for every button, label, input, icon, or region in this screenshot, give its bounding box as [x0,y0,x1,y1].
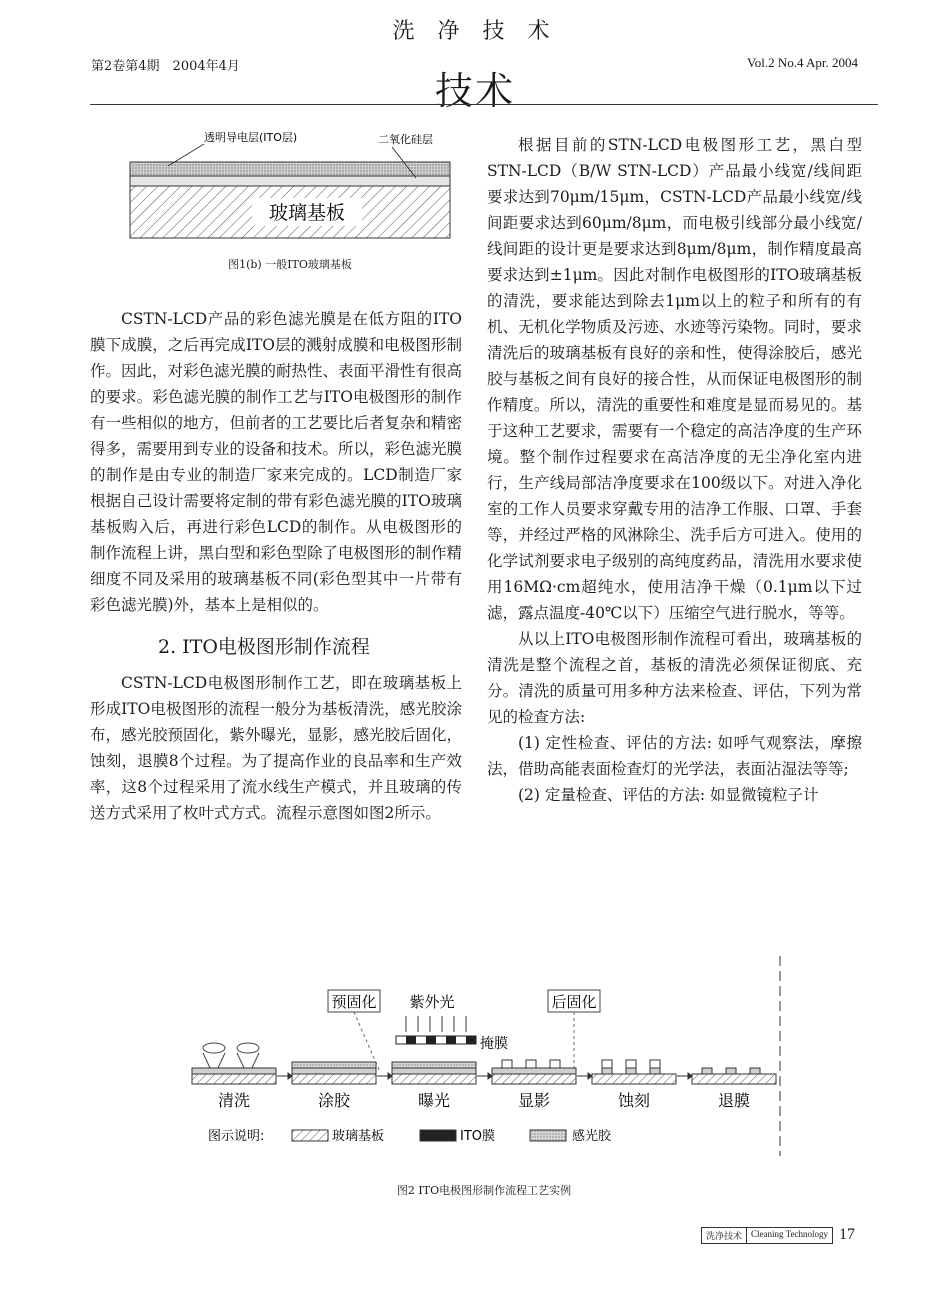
figure1-label-sio2: 二氧化硅层 [378,133,433,146]
right-paragraph-4: (2) 定量检查、评估的方法: 如显微镜粒子计 [518,786,819,804]
right-paragraph-3: (1) 定性检查、评估的方法: 如呼气观察法，摩擦法，借助高能表面检查灯的光学法，表面沾湿法等等; [487,734,862,778]
left-paragraph-2: CSTN-LCD电极图形制作工艺，即在玻璃基板上形成ITO电极图形的流程一般分为基板清洗，感光胶涂布，感光胶预固化，紫外曝光，显影，感光胶后固化，蚀刻，退膜8个过程。为了提高作业的良品率和生产效率，这8个过程采用了流水线生产模式，并且玻璃的传送方式采用了枚叶式方式。流程示意图如图2所示。 [90,674,463,822]
figure1-diagram [120,122,460,247]
legend-swatch-glass [292,1130,328,1141]
step-label-strip: 退膜 [717,1091,751,1110]
figure1-caption: 图1(b) 一般ITO玻璃基板 [228,258,352,271]
figure1-label-glass: 玻璃基板 [268,202,346,224]
right-paragraph-1: 根据目前的STN-LCD电极图形工艺，黑白型STN-LCD（B/W STN-LCD）产品最小线宽/线间距要求达到70μm/15μm，CSTN-LCD产品最小线宽/线间距要求达到60μm/8μm，而电极引线部分最小线宽/线间距的设计更是要求达到8μm/8μm，制作精度最高要求达到±1μm。因此对制作电极图形的ITO玻璃基板的清洗，要求能达到除去1μm以上的粒子和所有的有机、无机化学物质及污迹、水迹等污染物。同时，要求清洗后的玻璃基板有良好的亲和性，使得涂胶后，感光胶与基板之间有良好的接合性，从而保证电极图形的制作精度。所以，清洗的重要性和难度是显而易见的。基于这种工艺要求，需要有一个稳定的高洁净度的生产环境。整个制作过程要求在高洁净度的无尘净化室内进行，生产线局部洁净度要求在100级以下。对进入净化室的工作人员要求穿戴专用的洁净工作服、口罩、手套等，并经过严格的风淋除尘、洗手后方可进入。使用的化学试剂要求电子级别的高纯度药品，清洗用水要求使用16MΩ·cm超纯水，使用洁净干燥（0.1μm以下过滤，露点温度-40℃以下）压缩空气进行脱水，等等。 [487,136,862,622]
page-number: 17 [839,1226,855,1243]
step-label-etch: 蚀刻 [617,1091,651,1110]
spray-nozzle-2 [237,1043,259,1053]
journal-title: 洗 净 技 术 [392,19,558,44]
right-column [487,132,862,808]
substrate-expose [392,1062,476,1084]
footer-journal-en: Cleaning Technology [746,1228,832,1243]
step-label-clean: 清洗 [217,1091,251,1110]
figure2-caption: 图2 ITO电极图形制作流程工艺实例 [396,1184,572,1197]
substrate-coat [292,1062,376,1084]
footer-journal-box [701,1227,833,1244]
legend-label-resist: 感光胶 [572,1129,612,1144]
figure2-label-precure: 预固化 [331,993,377,1011]
legend-title: 图示说明: [208,1129,265,1144]
spray-lines [203,1053,259,1068]
figure2-label-mask: 掩膜 [480,1036,508,1052]
uv-arrows [406,1016,466,1032]
figure1-ito-substrate [120,122,460,247]
right-paragraph-2: 从以上ITO电极图形制作流程可看出，玻璃基板的清洗是整个流程之首，基板的清洗必须保证彻底、充分。清洗的质量可用多种方法来检查、评估，下列为常见的检查方法: [487,630,862,726]
substrate-etch [592,1060,676,1084]
footer-journal-cn: 洗净技术 [706,1231,743,1242]
figure2-process-flow [180,956,790,1156]
figure2-label-postcure: 后固化 [551,993,597,1011]
section-heading: 2. ITO电极图形制作流程 [158,636,370,658]
header-rule [90,104,878,105]
substrate-strip [692,1068,776,1084]
issue-info-en: Vol.2 No.4 Apr. 2004 [747,55,858,70]
legend-label-ito: ITO膜 [460,1129,496,1144]
page-footer [701,1226,855,1244]
step-label-develop: 显影 [517,1091,551,1110]
figure1-label-ito: 透明导电层(ITO层) [204,131,298,144]
substrate-develop [492,1060,576,1084]
issue-info-cn: 第2卷第4期 2004年4月 [91,59,240,74]
legend-swatch-ito [420,1130,456,1141]
sio2-layer [130,176,450,186]
legend-swatch-resist [530,1130,566,1141]
ito-layer [130,162,450,176]
section-title: 技术 [434,69,515,113]
figure2-label-uv: 紫外光 [409,993,455,1011]
left-column [90,306,462,826]
substrate-clean [192,1068,276,1084]
spray-nozzle-1 [203,1043,225,1053]
figure2-diagram [180,956,790,1156]
step-label-expose: 曝光 [417,1091,451,1110]
legend-label-glass: 玻璃基板 [332,1129,385,1144]
step-label-coat: 涂胶 [317,1091,351,1110]
left-paragraph-1: CSTN-LCD产品的彩色滤光膜是在低方阻的ITO膜下成膜，之后再完成ITO层的溅射成膜和电极图形制作。因此，对彩色滤光膜的耐热性、表面平滑性有很高的要求。彩色滤光膜的制作工艺与ITO电极图形的制作有一些相似的地方，但前者的工艺要比后者复杂和精密得多，需要用到专业的设备和技术。所以，彩色滤光膜的制作是由专业的制造厂家来完成的。LCD制造厂家根据自己设计需要将定制的带有彩色滤光膜的ITO玻璃基板购入后，再进行彩色LCD的制作。从电极图形的制作流程上讲，黑白型和彩色型除了电极图形的制作精细度不同及采用的玻璃基板不同(彩色型其中一片带有彩色滤光膜)外，基本上是相似的。 [90,310,463,614]
